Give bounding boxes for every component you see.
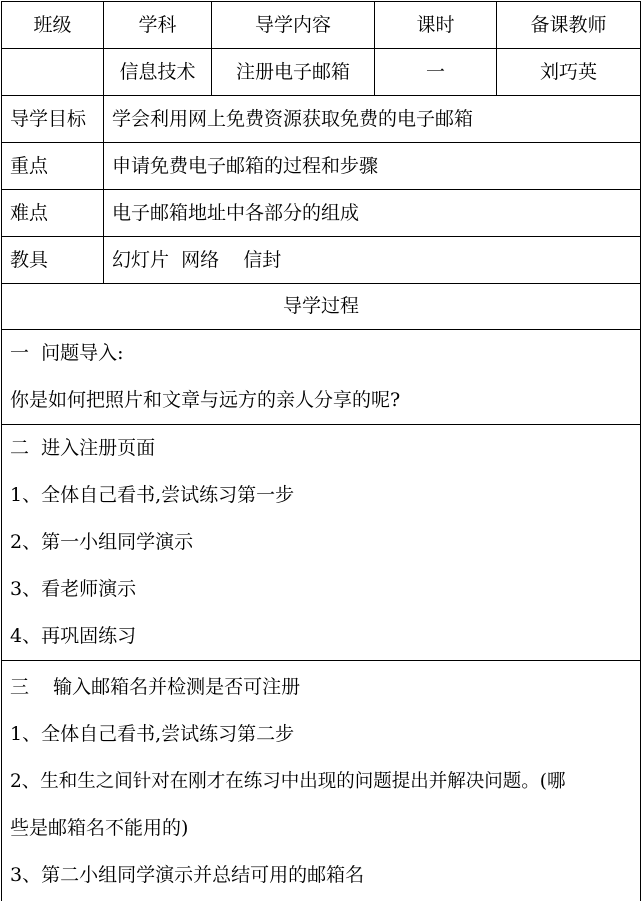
header-content-label: 导学内容 [212,2,375,49]
section-3-line-3: 2、生和生之间针对在刚才在练习中出现的问题提出并解决问题。(哪 [10,758,632,805]
section-1-row [2,330,641,425]
difficulty-row [2,190,641,237]
section-3-line-5: 3、第二小组同学演示并总结可用的邮箱名 [10,852,632,899]
teacher-value: 刘巧英 [497,49,641,96]
section-1-line-1: 一 问题导入: [10,330,632,377]
header-subject-label: 学科 [104,2,212,49]
section-2-line-4: 3、看老师演示 [10,566,632,613]
section-2 [2,425,641,661]
section-2-line-2: 1、全体自己看书,尝试练习第一步 [10,472,632,519]
content-value: 注册电子邮箱 [212,49,375,96]
section-3-row [2,661,641,901]
difficulty-value: 电子邮箱地址中各部分的组成 [104,190,641,237]
goal-value: 学会利用网上免费资源获取免费的电子邮箱 [104,96,641,143]
section-1 [2,330,641,425]
section-3-line-4: 些是邮箱名不能用的) [10,805,632,852]
goal-row [2,96,641,143]
teaching-aids-row [2,237,641,284]
teaching-aids-value: 幻灯片 网络 信封 [104,237,641,284]
header-hours-label: 课时 [375,2,497,49]
difficulty-label: 难点 [2,190,104,237]
goal-label: 导学目标 [2,96,104,143]
section-1-line-2: 你是如何把照片和文章与远方的亲人分享的呢? [10,377,632,424]
lesson-plan-table [1,1,641,901]
process-title-row [2,284,641,330]
section-2-line-3: 2、第一小组同学演示 [10,519,632,566]
process-title: 导学过程 [2,284,641,330]
section-2-line-1: 二 进入注册页面 [10,425,632,472]
section-2-row [2,425,641,661]
key-point-row [2,143,641,190]
teaching-aids-label: 教具 [2,237,104,284]
subject-value: 信息技术 [104,49,212,96]
key-point-value: 申请免费电子邮箱的过程和步骤 [104,143,641,190]
section-3-line-1: 三 输入邮箱名并检测是否可注册 [10,664,632,711]
info-row [2,49,641,96]
section-2-line-5: 4、再巩固练习 [10,613,632,660]
section-3-line-2: 1、全体自己看书,尝试练习第二步 [10,711,632,758]
header-teacher-label: 备课教师 [497,2,641,49]
section-3 [2,661,641,901]
hours-value: 一 [375,49,497,96]
key-point-label: 重点 [2,143,104,190]
header-class-label: 班级 [2,2,104,49]
header-row [2,2,641,49]
class-value [2,49,104,96]
